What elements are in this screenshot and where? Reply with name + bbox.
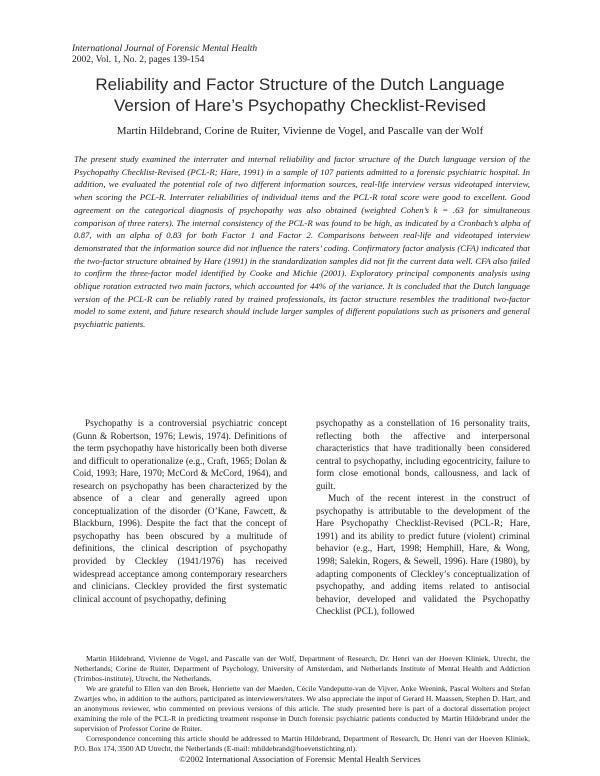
- footnotes: [74, 654, 530, 754]
- body-paragraph: Psychopathy is a controversial psychiatric concept (Gunn & Robertson, 1976; Lewis, 1974). Definitions of the term psychopathy have historically been both diverse and difficult to operationalize (e.g., Craft, 1965; Dolan & Coid, 1993; Hare, 1970; McCord & McCord, 1964), and research on psychopathy has been characterized by the absence of a clear and generally agreed upon conceptualization of the disorder (O’Kane, Fawcett, & Blackburn, 1996). Despite the fact that the concept of psychopathy has been obscured by a multitude of definitions, the clinical description of psychopathy provided by Cleckley (1941/1976) has received widespread acceptance among contemporary researchers and clinicians. Cleckley provided the first systematic clinical account of psychopathy, defining: [73, 419, 287, 605]
- journal-volume: 2002, Vol. 1, No. 2, pages 139-154: [72, 55, 205, 65]
- author-list: Martin Hildebrand, Corine de Ruiter, Vivienne de Vogel, and Pascalle van der Wolf: [116, 125, 484, 137]
- body-column-right: [316, 418, 530, 619]
- article-title: [60, 74, 540, 116]
- journal-header: [72, 44, 257, 66]
- footnote-affiliations: Martin Hildebrand, Vivienne de Vogel, and Pascalle van der Wolf, Department of Research, Dr. Henri van der Hoeven Kliniek, Utrecht, the Netherlands; Corine de Ruiter, Department of Psychology, University of Amsterdam, and Netherlands Institute of Mental Health and Addiction (Trimbos-institute), Utrecht, the Netherlands.: [74, 654, 530, 683]
- footnote-correspondence: Correspondence concerning this article should be addressed to Martin Hildebrand, Department of Research, Dr. Henri van der Hoeven Kliniek, P.O. Box 174, 3500 AD Utrecht, the Netherlands (E-mail: mhildebrand@hoevenstichting.nl).: [74, 734, 530, 753]
- journal-name: International Journal of Forensic Mental Health: [72, 44, 258, 54]
- body-column-left: [73, 418, 287, 606]
- abstract: The present study examined the interrater and internal reliability and factor structure of the Dutch language version of the Psychopathy Checklist-Revised (PCL-R; Hare, 1991) in a sample of 107 patients admitted to a forensic psychiatric hospital. In addition, we evaluated the potential role of two different information sources, real-life interview versus videotaped interview, when scoring the PCL-R. Interrater reliabilities of individual items and the PCL-R total score were good to excellent. Good agreement on the categorical diagnosis of psychopathy was also obtained (weighted Cohen’s k = .63 for simultaneous comparison of three raters). The internal consistency of the PCL-R was found to be high, as indicated by a Cronbach’s alpha of 0.87, with an alpha of 0.83 for both Factor 1 and Factor 2. Comparisons between real-life and videotaped interview demonstrated that the information source did not influence the raters’ coding. Confirmatory factor analysis (CFA) indicated that the two-factor structure obtained by Hare (1991) in the standardization samples did not fit the current data well. CFA also failed to confirm the three-factor model identified by Cooke and Michie (2001). Exploratory principal components analysis using oblique rotation extracted two main factors, which accounted for 44% of the variance. It is concluded that the Dutch language version of the PCL-R can be reliably rated by trained professionals, its factor structure resembles the traditional two-factor model to some extent, and future research should include larger samples of different populations such as prisoners and general psychiatric patients.: [74, 154, 530, 330]
- body-paragraph: psychopathy as a constellation of 16 personality traits, reflecting both the affective and interpersonal characteristics that have traditionally been considered central to psychopathy, including egocentricity, failure to form close emotional bonds, callousness, and lack of guilt.: [316, 419, 530, 492]
- copyright-notice: ©2002 International Association of Forensic Mental Health Services: [179, 754, 421, 764]
- article-title-line-2: Version of Hare’s Psychopathy Checklist-Revised: [114, 96, 486, 115]
- body-paragraph: Much of the recent interest in the construct of psychopathy is attributable to the development of the Hare Psychopathy Checklist-Revised (PCL-R; Hare, 1991) and its ability to predict future (violent) criminal behavior (e.g., Hart, 1998; Hemphill, Hare, & Wong, 1998; Salekin, Rogers, & Sewell, 1996). Hare (1980), by adapting components of Cleckley’s conceptualization of psychopathy, and adding items related to antisocial behavior, developed and validated the Psychopathy Checklist (PCL), followed: [316, 494, 530, 618]
- footnote-acknowledgments: We are grateful to Ellen van den Broek, Henriette van der Maeden, Cécile Vandeputte-van de Vijver, Anke Weenink, Pascal Wolters and Stefan Zwartjes who, in addition to the authors, participated as interviewers/raters. We also appreciate the input of Gerard H. Maassen, Stephen D. Hart, and an anonymous reviewer, who commented on previous versions of this article. The study presented here is part of a doctoral dissertation project examining the role of the PCL-R in predicting treatment response in Dutch forensic psychiatric patients conducted by Martin Hildebrand under the supervision of Professor Corine de Ruiter.: [74, 684, 530, 733]
- article-title-line-1: Reliability and Factor Structure of the Dutch Language: [95, 75, 505, 94]
